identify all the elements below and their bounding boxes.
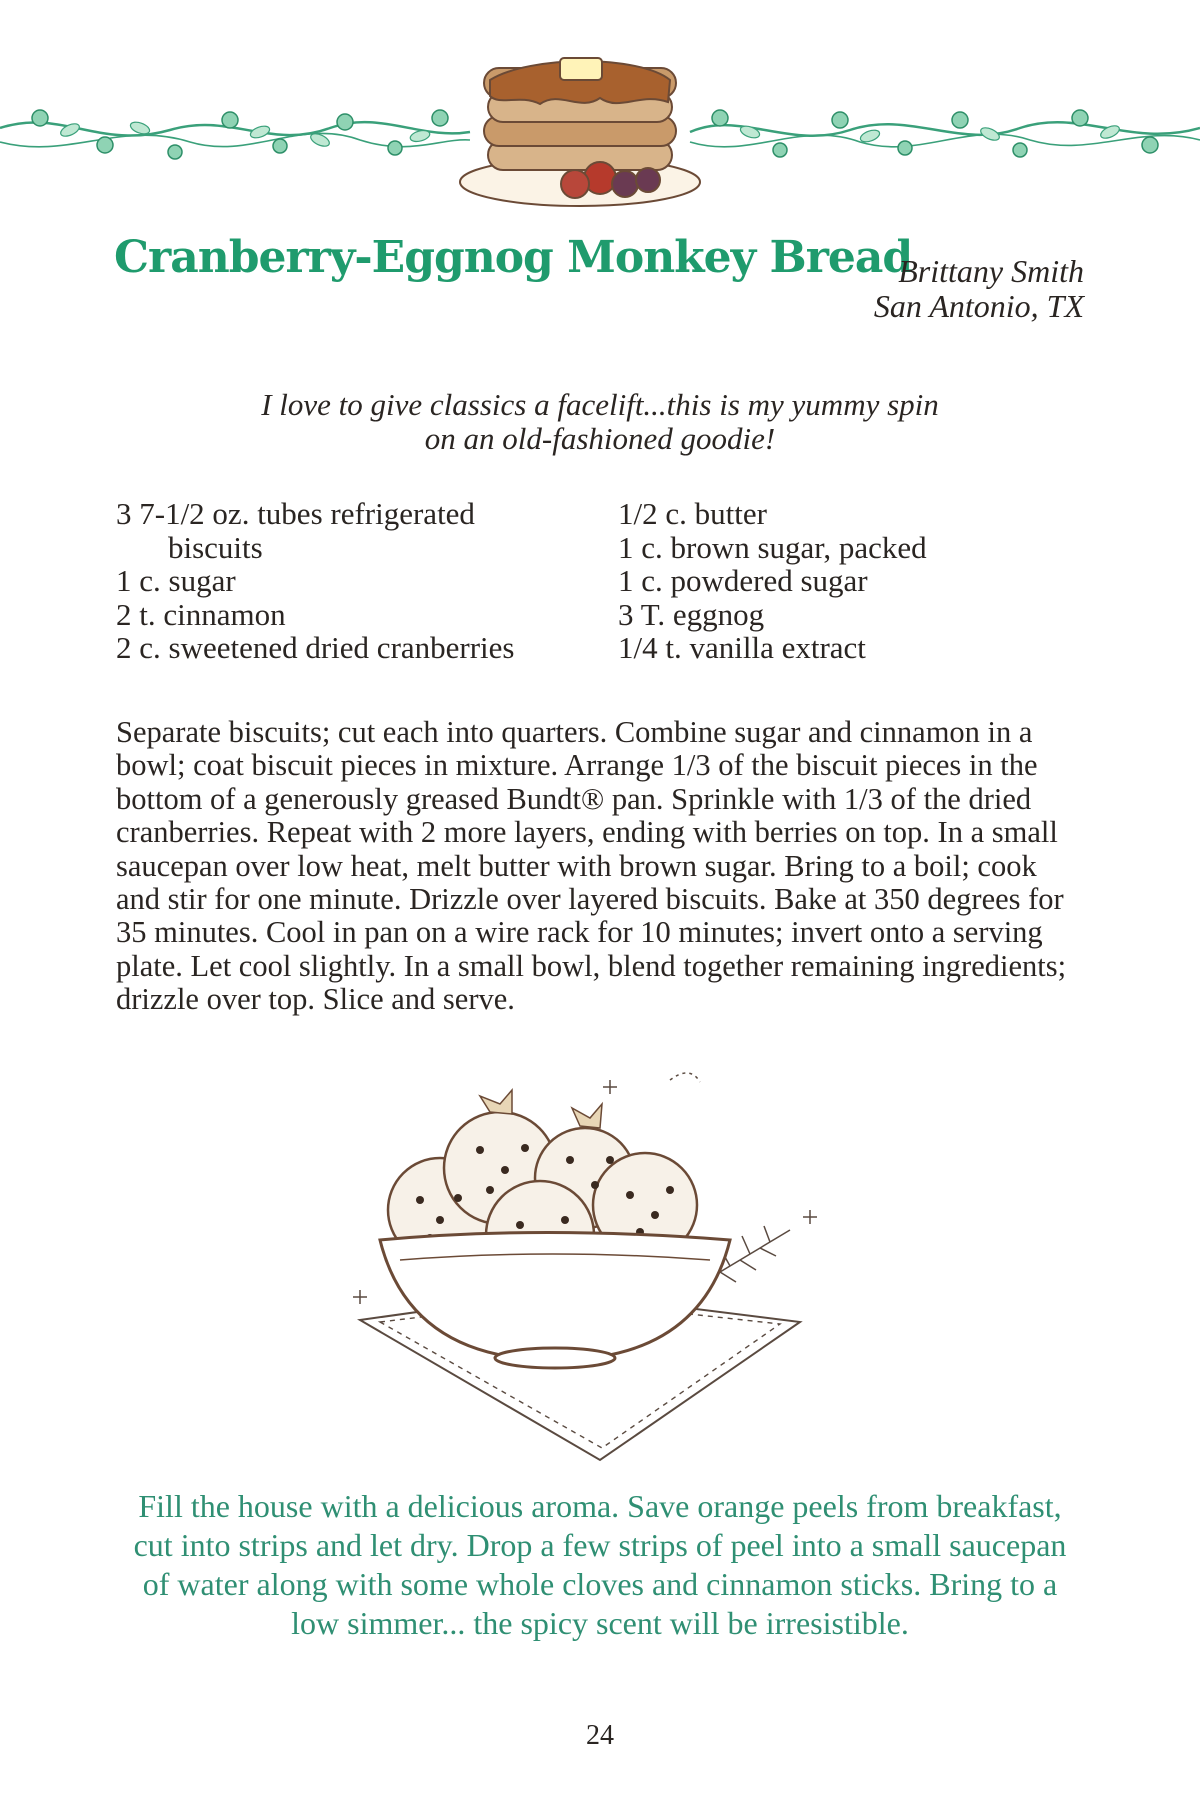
household-tip: Fill the house with a delicious aroma. Save orange peels from breakfast, cut into strips and let dry. Drop a few strips of peel into a small saucepan of water along with some whole cloves and cinnamon sticks. Bring to a low simmer... the spicy scent will be irresistible. (133, 1488, 1067, 1641)
ingredient-item: 3 T. eggnog (618, 596, 765, 632)
ingredient-item: 1/4 t. vanilla extract (618, 630, 866, 665)
ingredient-text-continued: biscuits (168, 529, 263, 565)
recipe-directions: Separate biscuits; cut each into quarters. Combine sugar and cinnamon in a bowl; coat biscuit pieces in mixture. Arrange 1/3 of the biscuit pieces in the bottom of a generously greased Bundt® pan. Sprinkle with 1/3 of the dried cranberries. Repeat with 2 more layers, ending with berries on top. In a small saucepan over low heat, melt butter with brown sugar. Bring to a boil; cook and stir for one minute. Drizzle over layered biscuits. Bake at 350 degrees for 35 minutes. Cool in pan on a wire rack for 10 minutes; invert onto a serving plate. Let cool slightly. In a small bowl, blend together remaining ingredients; drizzle over top. Slice and serve. (116, 715, 1067, 1017)
ingredient-item: 1/2 c. butter (618, 496, 767, 531)
intro-line: I love to give classics a facelift...this is my yummy spin (261, 387, 939, 422)
ingredient-item: 1 c. sugar (116, 563, 236, 598)
ingredient-item: 2 t. cinnamon (116, 596, 286, 632)
page-number: 24 (586, 1720, 614, 1751)
pancake-stack-icon (460, 58, 700, 206)
author-credit (874, 254, 1084, 324)
recipe-title: Cranberry-Eggnog Monkey Bread (114, 232, 913, 283)
ingredient-item: 1 c. brown sugar, packed (618, 529, 927, 565)
ingredients-left-column (116, 497, 616, 665)
ingredients-right-column (618, 497, 1098, 665)
intro-line: on an old-fashioned goodie! (424, 421, 776, 456)
vine-garland-right (690, 122, 1200, 147)
recipe-intro (120, 388, 1080, 456)
ingredient-text: 3 7-1/2 oz. tubes refrigerated (116, 496, 475, 531)
author-location: San Antonio, TX (873, 288, 1084, 324)
ingredient-item: 2 c. sweetened dried cranberries (116, 630, 515, 665)
bowl-of-oranges-icon (340, 1060, 860, 1470)
vine-banner (0, 0, 1200, 225)
ingredient-item (116, 497, 616, 564)
ingredient-item: 1 c. powdered sugar (618, 563, 868, 598)
author-name: Brittany Smith (898, 253, 1084, 289)
